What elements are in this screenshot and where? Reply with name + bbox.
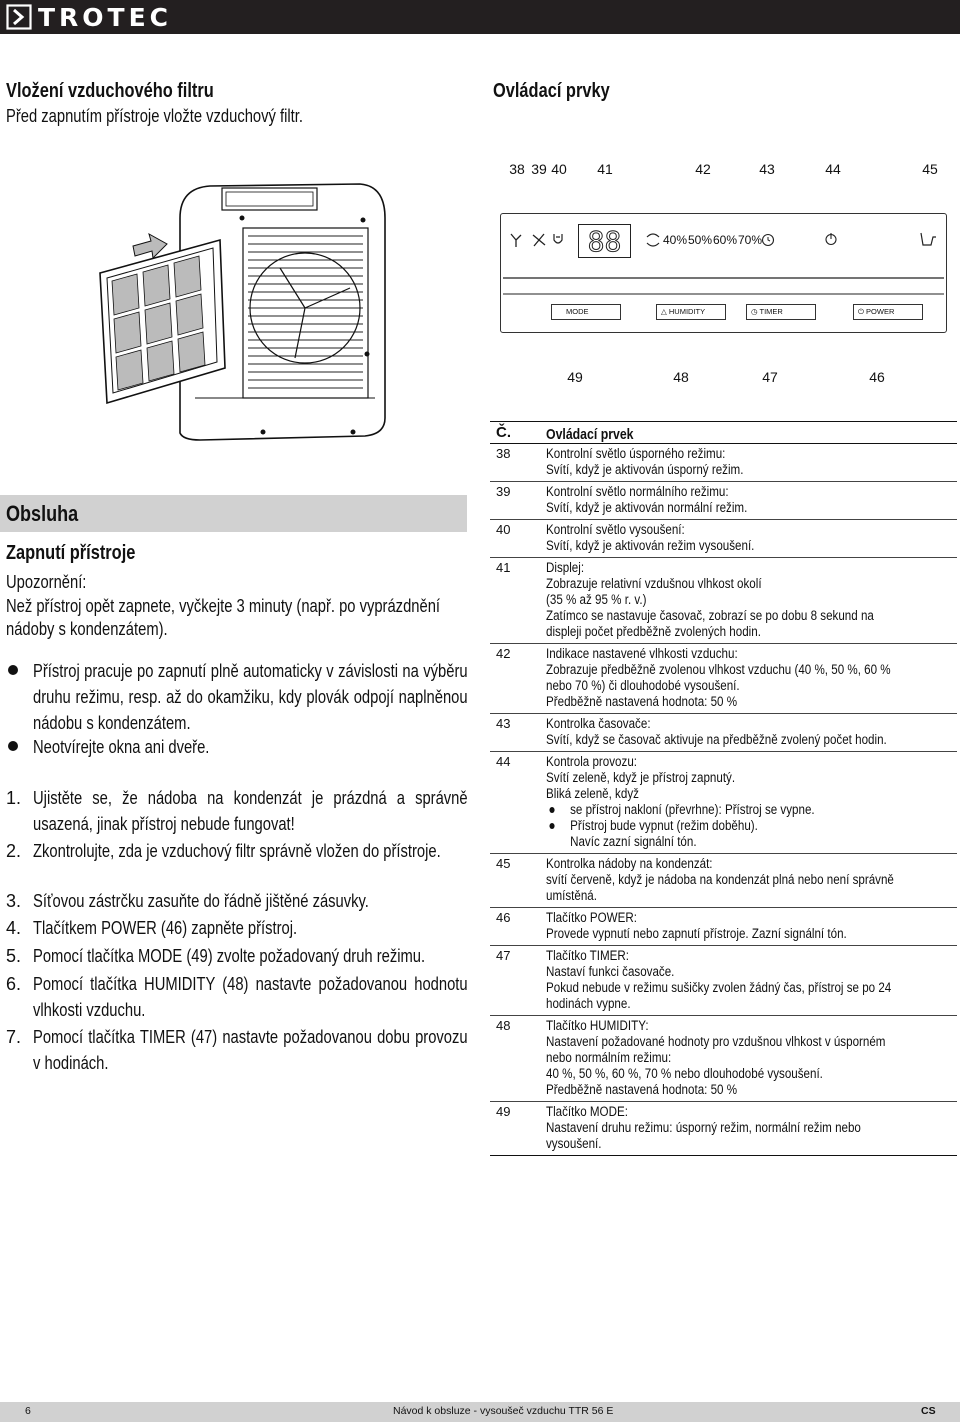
row-number: 40 bbox=[496, 522, 511, 537]
step-number: 7. bbox=[6, 1027, 22, 1047]
row-line: svítí červeně, když je nádoba na kondenzát plná nebo není správně bbox=[546, 872, 894, 887]
humidity-level-60: 60% bbox=[713, 233, 738, 247]
bullet-dot bbox=[8, 741, 18, 751]
row-number: 41 bbox=[496, 560, 511, 575]
row-line: nebo normálním režimu: bbox=[546, 1050, 672, 1065]
step-number: 6. bbox=[6, 974, 22, 994]
panel-number-47: 47 bbox=[762, 369, 778, 385]
document-title: Návod k obsluze - vysoušeč vzduchu TTR 56 E bbox=[393, 1405, 614, 1417]
row-line: Nastavení druhu režimu: úsporný režim, normální režim nebo bbox=[546, 1120, 861, 1135]
row-line: Svítí, když se časovač aktivuje na předběžně zvolený počet hodin. bbox=[546, 732, 887, 747]
column-header-number: Č. bbox=[496, 424, 511, 441]
row-number: 42 bbox=[496, 646, 511, 661]
brand-logo bbox=[0, 0, 172, 34]
panel-number-45: 45 bbox=[922, 161, 938, 177]
controls-title: Ovládací prvky bbox=[493, 80, 610, 102]
note-line-1: Než přístroj opět zapnete, vyčkejte 3 minuty (např. po vyprázdnění bbox=[6, 596, 441, 616]
panel-number-48: 48 bbox=[673, 369, 689, 385]
page-number: 6 bbox=[25, 1405, 31, 1417]
row-description bbox=[546, 714, 959, 751]
section-heading-bar bbox=[0, 495, 467, 532]
humidity-button-label: HUMIDITY bbox=[668, 307, 706, 316]
continuous-dry-icon bbox=[645, 233, 661, 247]
step-number: 2. bbox=[6, 841, 22, 861]
row-line: hodinách vypne. bbox=[546, 996, 631, 1011]
row-line: Zobrazuje relativní vzdušnou vlhkost okolí bbox=[546, 576, 762, 591]
normal-fan-icon bbox=[531, 232, 547, 248]
step-text: Síťovou zástrčku zasuňte do řádně jištěné zásuvky. bbox=[33, 891, 369, 911]
step-number: 3. bbox=[6, 891, 22, 911]
row-number: 46 bbox=[496, 910, 511, 925]
footer-bar bbox=[0, 1402, 960, 1422]
row-line: Svítí, když je aktivován normální režim. bbox=[546, 500, 748, 515]
row-bullet: Přístroj bude vypnut (režim doběhu). bbox=[546, 818, 959, 834]
humidity-button[interactable] bbox=[656, 304, 726, 320]
humidity-level-50: 50% bbox=[688, 233, 713, 247]
row-description bbox=[546, 752, 959, 853]
note-label: Upozornění: bbox=[6, 572, 87, 592]
panel-number-41: 41 bbox=[597, 161, 613, 177]
language-code: CS bbox=[921, 1405, 936, 1417]
row-description bbox=[546, 520, 959, 557]
filter-insertion-illustration bbox=[95, 178, 395, 448]
panel-number-43: 43 bbox=[759, 161, 775, 177]
mode-button[interactable] bbox=[551, 304, 621, 320]
timer-button-label: TIMER bbox=[759, 307, 783, 316]
panel-number-39: 39 bbox=[531, 161, 547, 177]
row-line: Pokud nebude v režimu sušičky zvolen žádný čas, přístroj se po 24 bbox=[546, 980, 892, 995]
row-description bbox=[546, 1102, 959, 1155]
row-description bbox=[546, 558, 959, 643]
table-row bbox=[490, 714, 957, 752]
table-row bbox=[490, 1102, 957, 1155]
step-text: Pomocí tlačítka TIMER (47) nastavte požadovanou dobu provozu v hodinách. bbox=[33, 1027, 468, 1073]
eco-fan-icon bbox=[509, 232, 523, 248]
timer-button-icon: ◷ bbox=[751, 307, 760, 316]
row-number: 49 bbox=[496, 1104, 511, 1119]
row-number: 44 bbox=[496, 754, 511, 769]
bullet-dot bbox=[8, 665, 18, 675]
step-number: 5. bbox=[6, 946, 22, 966]
bullet-item-auto: Přístroj pracuje po zapnutí plně automaticky v závislosti na výběru druhu režimu, resp. až do okamžiku, kdy plovák odpojí naplněnou nádobu s kondenzátem. bbox=[33, 661, 468, 733]
table-row bbox=[490, 482, 957, 520]
row-line: (35 % až 95 % r. v.) bbox=[546, 592, 647, 607]
table-row bbox=[490, 854, 957, 908]
step-text: Ujistěte se, že nádoba na kondenzát je prázdná a správně usazená, jinak přístroj nebude fungovat! bbox=[33, 788, 468, 834]
table-row bbox=[490, 946, 957, 1016]
subsection-title: Zapnutí přístroje bbox=[6, 542, 136, 564]
row-line: Indikace nastavené vlhkosti vzduchu: bbox=[546, 646, 738, 661]
row-description bbox=[546, 946, 959, 1015]
row-line: Svítí, když je aktivován úsporný režim. bbox=[546, 462, 744, 477]
bullet-item-windows: Neotvírejte okna ani dveře. bbox=[33, 737, 210, 757]
row-number: 39 bbox=[496, 484, 511, 499]
step-text: Tlačítkem POWER (46) zapněte přístroj. bbox=[33, 918, 298, 938]
row-description bbox=[546, 444, 959, 481]
row-description bbox=[546, 908, 959, 945]
row-line: Kontrolní světlo úsporného režimu: bbox=[546, 446, 726, 461]
mode-button-label: MODE bbox=[566, 307, 589, 316]
step-text: Pomocí tlačítka HUMIDITY (48) nastavte požadovanou hodnotu vlhkosti vzduchu. bbox=[33, 974, 468, 1020]
row-line: Kontrola provozu: bbox=[546, 754, 637, 769]
row-line: Tlačítko POWER: bbox=[546, 910, 637, 925]
table-row bbox=[490, 1016, 957, 1102]
table-row bbox=[490, 908, 957, 946]
row-line: Kontrolka nádoby na kondenzát: bbox=[546, 856, 713, 871]
table-row bbox=[490, 520, 957, 558]
panel-number-44: 44 bbox=[825, 161, 841, 177]
table-row bbox=[490, 558, 957, 644]
section-title: Obsluha bbox=[6, 501, 79, 526]
row-number: 47 bbox=[496, 948, 511, 963]
filter-text: Před zapnutím přístroje vložte vzduchový filtr. bbox=[6, 106, 303, 126]
note-line-2: nádoby s kondenzátem). bbox=[6, 619, 168, 639]
power-indicator-icon bbox=[824, 232, 838, 246]
panel-number-38: 38 bbox=[509, 161, 525, 177]
step-number: 1. bbox=[6, 788, 22, 808]
row-description bbox=[546, 854, 959, 907]
brand-name: TROTEC bbox=[38, 2, 173, 32]
row-line: Bliká zeleně, když bbox=[546, 786, 639, 801]
row-line: vysoušení. bbox=[546, 1136, 602, 1151]
dry-mode-icon bbox=[551, 232, 565, 248]
header-bar bbox=[0, 0, 960, 34]
row-number: 38 bbox=[496, 446, 511, 461]
row-line: umístěná. bbox=[546, 888, 597, 903]
row-line: Kontrolní světlo normálního režimu: bbox=[546, 484, 729, 499]
trotec-logo-icon bbox=[6, 4, 32, 30]
controls-table bbox=[490, 421, 957, 1156]
row-line: Tlačítko TIMER: bbox=[546, 948, 630, 963]
timer-button[interactable] bbox=[746, 304, 816, 320]
row-line: Tlačítko MODE: bbox=[546, 1104, 628, 1119]
row-line: Svítí, když je aktivován režim vysoušení. bbox=[546, 538, 755, 553]
row-description bbox=[546, 482, 959, 519]
table-row bbox=[490, 644, 957, 714]
row-number: 45 bbox=[496, 856, 511, 871]
row-bullet: se přístroj nakloní (převrhne): Přístroj se vypne. bbox=[546, 802, 959, 818]
row-line: Provede vypnutí nebo zapnutí přístroje. Zazní signální tón. bbox=[546, 926, 847, 941]
row-line: 40 %, 50 %, 60 %, 70 % nebo dlouhodobé vysoušení. bbox=[546, 1066, 823, 1081]
panel-number-40: 40 bbox=[551, 161, 567, 177]
humidity-level-70: 70% bbox=[738, 233, 763, 247]
power-button-label: POWER bbox=[866, 307, 895, 316]
filter-title: Vložení vzduchového filtru bbox=[6, 80, 214, 102]
row-line: Navíc zazní signální tón. bbox=[570, 834, 697, 849]
row-line: Předběžně nastavená hodnota: 50 % bbox=[546, 1082, 738, 1097]
row-line: Displej: bbox=[546, 560, 585, 575]
panel-number-42: 42 bbox=[695, 161, 711, 177]
row-description bbox=[546, 1016, 959, 1101]
row-line: displeji počet předběžně zvolených hodin. bbox=[546, 624, 761, 639]
row-line: Zatímco se nastavuje časovač, zobrazí se po dobu 8 sekund na bbox=[546, 608, 874, 623]
row-description bbox=[546, 644, 959, 713]
table-row bbox=[490, 752, 957, 854]
step-text: Zkontrolujte, zda je vzduchový filtr správně vložen do přístroje. bbox=[33, 841, 441, 861]
timer-icon bbox=[761, 233, 775, 247]
control-panel-diagram bbox=[500, 213, 947, 333]
row-line: Kontrolka časovače: bbox=[546, 716, 651, 731]
step-number: 4. bbox=[6, 918, 22, 938]
humidity-drop-icon: △ bbox=[661, 307, 669, 316]
row-line: Zobrazuje předběžně zvolenou vlhkost vzduchu (40 %, 50 %, 60 % bbox=[546, 662, 891, 677]
panel-number-49: 49 bbox=[567, 369, 583, 385]
row-line: Svítí zeleně, když je přístroj zapnutý. bbox=[546, 770, 736, 785]
step-text: Pomocí tlačítka MODE (49) zvolte požadovaný druh režimu. bbox=[33, 946, 426, 966]
row-number: 48 bbox=[496, 1018, 511, 1033]
power-button-icon: ⏻ bbox=[858, 307, 867, 316]
table-header: Č. Ovládací prvek bbox=[490, 422, 957, 444]
row-line: Nastavení požadované hodnoty pro vzdušnou vlhkost v úsporném bbox=[546, 1034, 886, 1049]
humidity-display: 88 bbox=[578, 224, 631, 258]
row-number: 43 bbox=[496, 716, 511, 731]
row-line: nebo 70 %) či dlouhodobé vysoušení. bbox=[546, 678, 740, 693]
row-line: Nastaví funkci časovače. bbox=[546, 964, 675, 979]
row-line: Předběžně nastavená hodnota: 50 % bbox=[546, 694, 738, 709]
panel-number-46: 46 bbox=[869, 369, 885, 385]
table-row bbox=[490, 444, 957, 482]
tank-full-icon bbox=[919, 231, 937, 247]
row-line: Tlačítko HUMIDITY: bbox=[546, 1018, 649, 1033]
row-line: Kontrolní světlo vysoušení: bbox=[546, 522, 685, 537]
table-body bbox=[490, 444, 957, 1155]
power-button[interactable] bbox=[853, 304, 923, 320]
humidity-level-40: 40% bbox=[663, 233, 688, 247]
